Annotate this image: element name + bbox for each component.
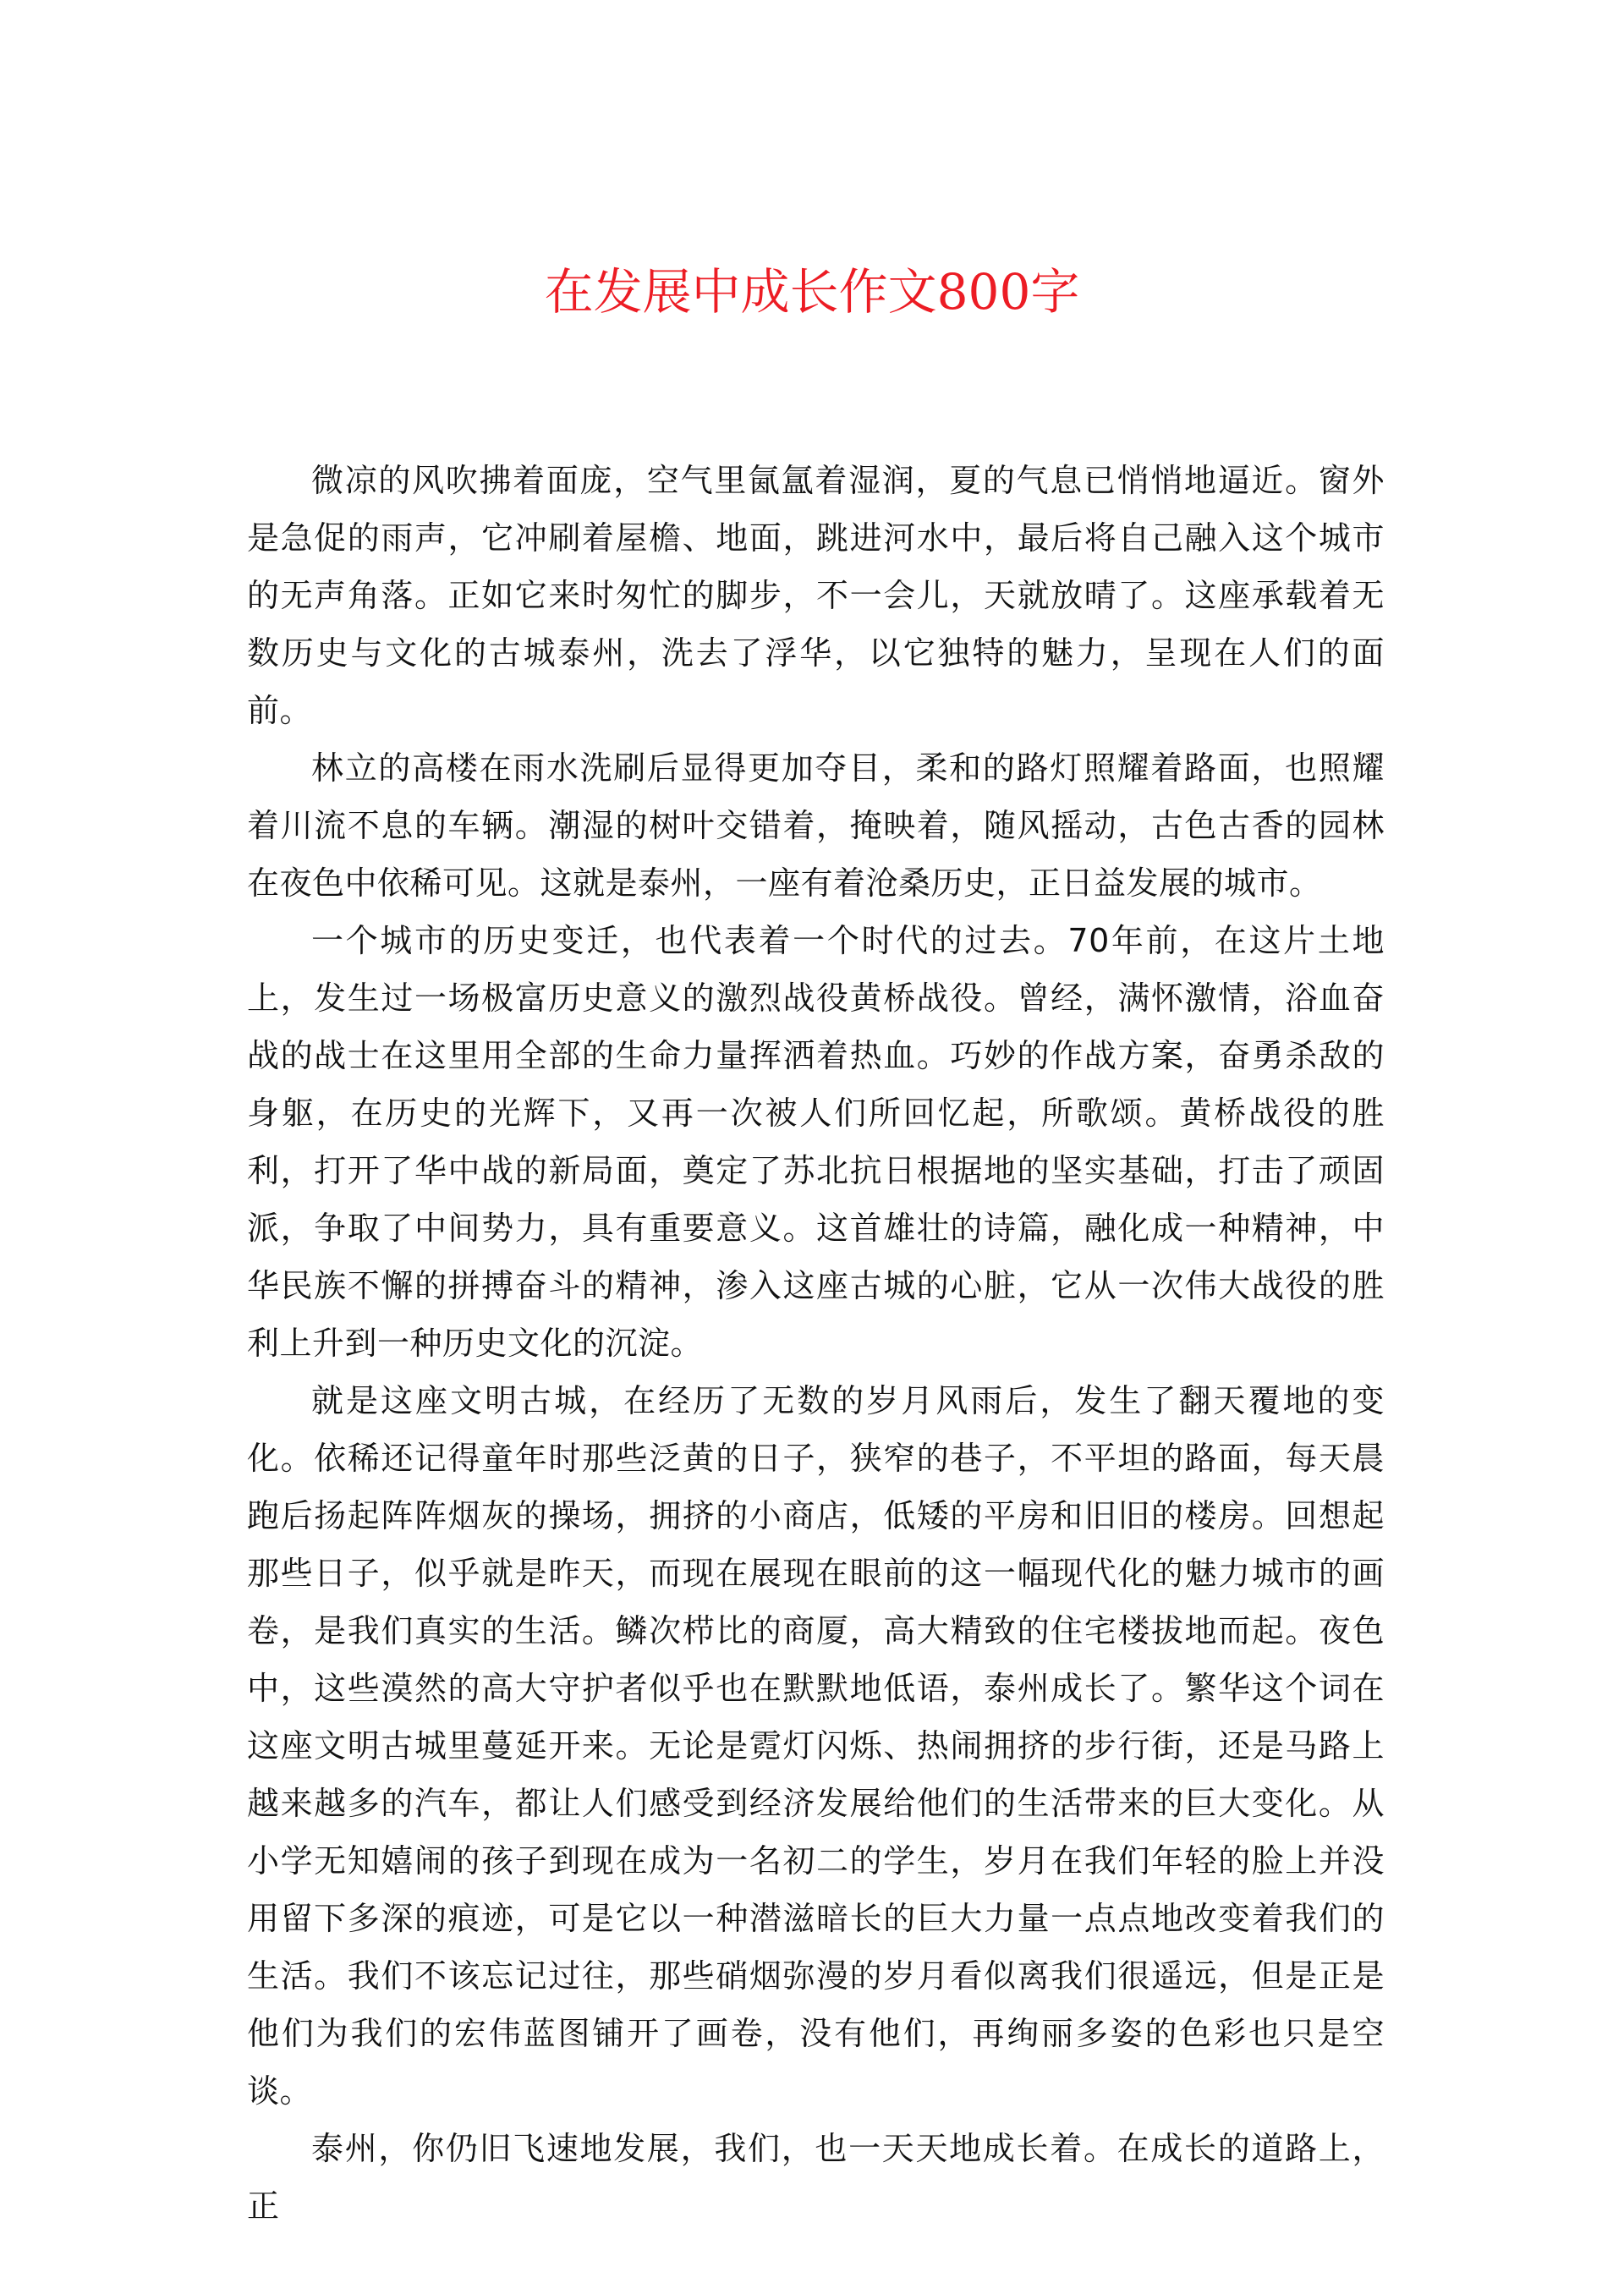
article-body bbox=[247, 452, 1385, 2235]
page-title: 在发展中成长作文800字 bbox=[544, 263, 1080, 321]
paragraph-2: 林立的高楼在雨水洗刷后显得更加夺目，柔和的路灯照耀着路面，也照耀着川流不息的车辆。潮湿的树叶交错着，掩映着，随风摇动，古色古香的园林在夜色中依稀可见。这就是泰州，一座有着沧桑历史，正日益发展的城市。 bbox=[247, 749, 1385, 902]
paragraph-5: 泰州，你仍旧飞速地发展，我们，也一天天地成长着。在成长的道路上，正 bbox=[247, 2130, 1385, 2225]
paragraph-1: 微凉的风吹拂着面庞，空气里氤氲着湿润，夏的气息已悄悄地逼近。窗外是急促的雨声，它冲刷着屋檐、地面，跳进河水中，最后将自己融入这个城市的无声角落。正如它来时匆忙的脚步，不一会儿，天就放晴了。这座承载着无数历史与文化的古城泰州，洗去了浮华，以它独特的魅力，呈现在人们的面前。 bbox=[247, 462, 1385, 729]
paragraph-4: 就是这座文明古城，在经历了无数的岁月风雨后，发生了翻天覆地的变化。依稀还记得童年时那些泛黄的日子，狭窄的巷子，不平坦的路面，每天晨跑后扬起阵阵烟灰的操场，拥挤的小商店，低矮的平房和旧旧的楼房。回想起那些日子，似乎就是昨天，而现在展现在眼前的这一幅现代化的魅力城市的画卷，是我们真实的生活。鳞次栉比的商厦，高大精致的住宅楼拔地而起。夜色中，这些漠然的高大守护者似乎也在默默地低语，泰州成长了。繁华这个词在这座文明古城里蔓延开来。无论是霓灯闪烁、热闹拥挤的步行街，还是马路上越来越多的汽车，都让人们感受到经济发展给他们的生活带来的巨大变化。从小学无知嬉闹的孩子到现在成为一名初二的学生，岁月在我们年轻的脸上并没用留下多深的痕迹，可是它以一种潜滋暗长的巨大力量一点点地改变着我们的生活。我们不该忘记过往，那些硝烟弥漫的岁月看似离我们很遥远，但是正是他们为我们的宏伟蓝图铺开了画卷，没有他们，再绚丽多姿的色彩也只是空谈。 bbox=[247, 1382, 1385, 2110]
paragraph-3: 一个城市的历史变迁，也代表着一个时代的过去。70年前，在这片土地上，发生过一场极富历史意义的激烈战役黄桥战役。曾经，满怀激情，浴血奋战的战士在这里用全部的生命力量挥洒着热血。巧妙的作战方案，奋勇杀敌的身躯，在历史的光辉下，又再一次被人们所回忆起，所歌颂。黄桥战役的胜利，打开了华中战的新局面，奠定了苏北抗日根据地的坚实基础，打击了顽固派，争取了中间势力，具有重要意义。这首雄壮的诗篇，融化成一种精神，中华民族不懈的拼搏奋斗的精神，渗入这座古城的心脏，它从一次伟大战役的胜利上升到一种历史文化的沉淀。 bbox=[247, 922, 1385, 1362]
